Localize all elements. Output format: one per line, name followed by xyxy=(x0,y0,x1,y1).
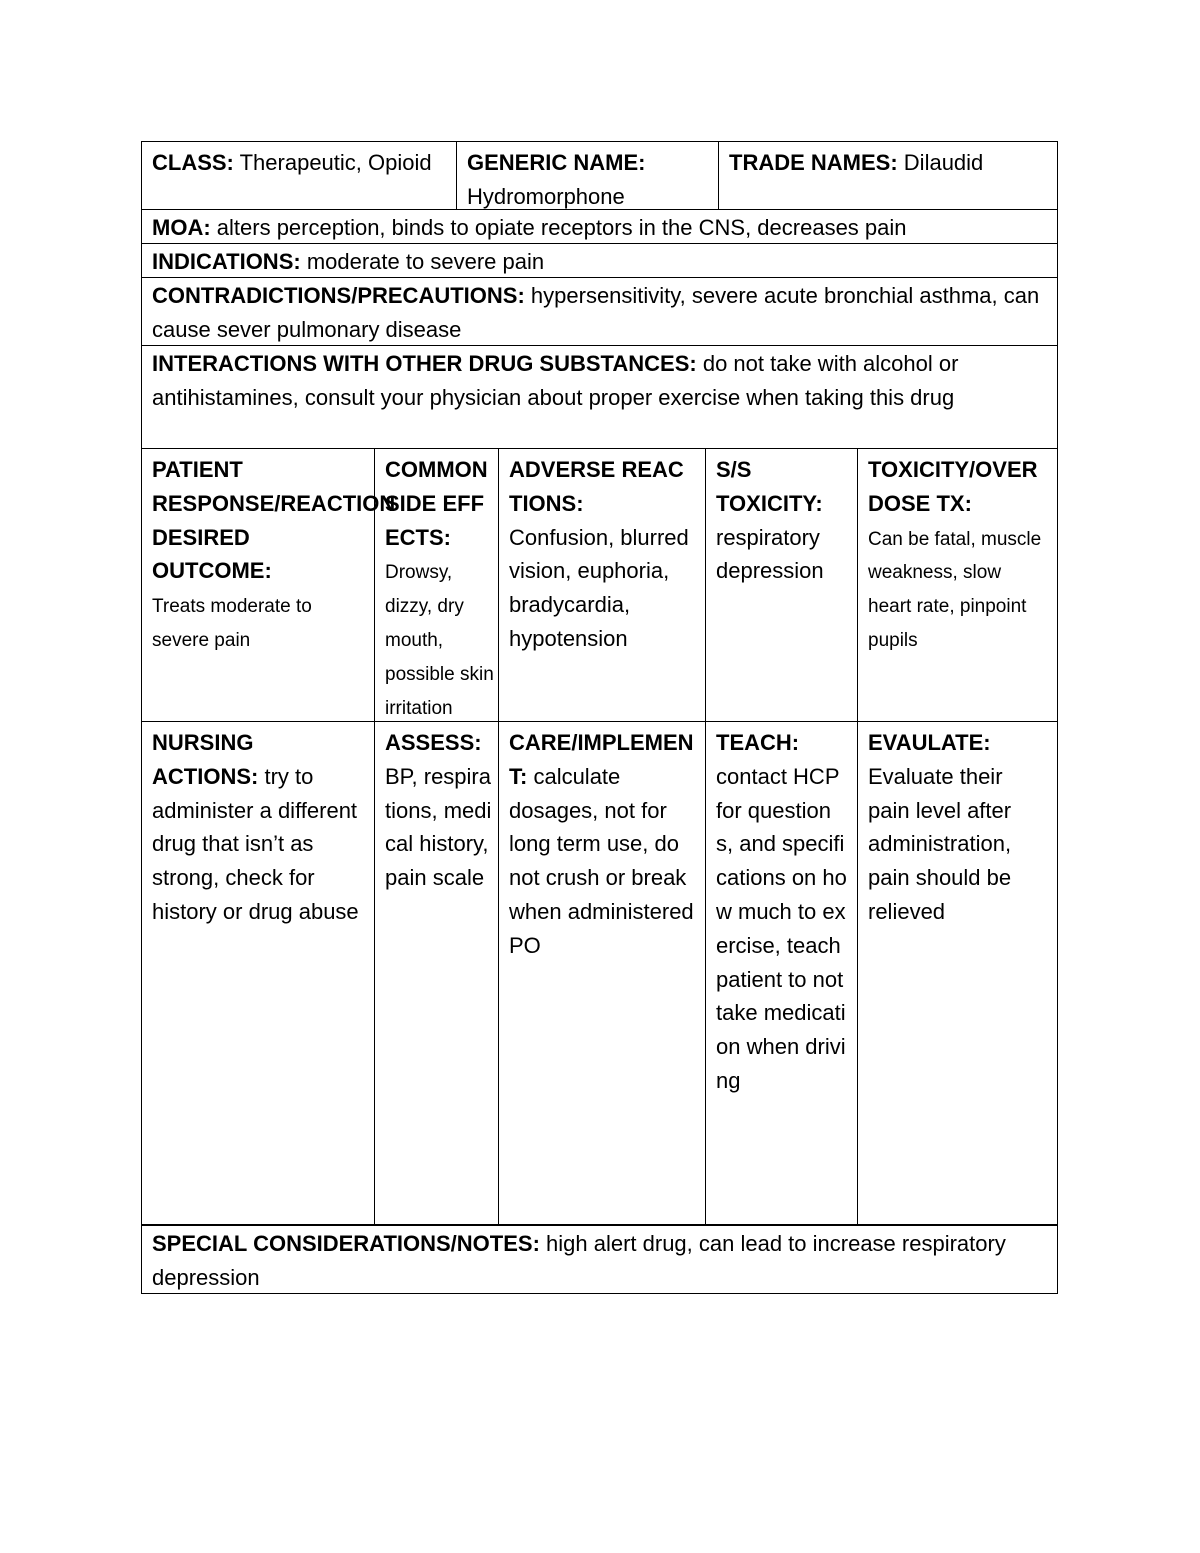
patient-response-value: Treats moderate to severe pain xyxy=(152,596,312,651)
header-row xyxy=(141,141,1058,210)
special-considerations-value: high alert drug, can lead to increase respiratory depression xyxy=(152,1231,1006,1290)
teach-value: contact HCP for questions, and specifications on how much to exercise, teach patient to not take medication when driving xyxy=(716,763,847,1093)
class-value: Therapeutic, Opioid xyxy=(239,150,432,175)
ss-toxicity-value: respiratory depression xyxy=(716,524,824,584)
nursing-actions-label: NURSING ACTIONS: xyxy=(152,730,259,789)
moa-cell xyxy=(142,210,1057,243)
toxicity-tx-value: Can be fatal, muscle weakness, slow heart rate, pinpoint pupils xyxy=(868,528,1042,651)
generic-name-cell xyxy=(456,142,718,209)
generic-name-label: GENERIC NAME: xyxy=(467,150,646,175)
indications-value: moderate to severe pain xyxy=(306,249,545,274)
adverse-reactions-label: ADVERSE REACTIONS: xyxy=(509,457,684,516)
contradictions-row xyxy=(141,278,1058,346)
special-considerations-cell xyxy=(142,1226,1057,1293)
adverse-reactions-value: Confusion, blurred vision, euphoria, bradycardia, hypotension xyxy=(509,524,689,651)
side-effects-label: COMMON SIDE EFFECTS: xyxy=(385,457,488,550)
indications-label: INDICATIONS: xyxy=(152,249,301,274)
assess-label: ASSESS: xyxy=(385,730,482,755)
generic-name-value: Hydromorphone xyxy=(467,183,625,209)
patient-response-label: PATIENT RESPONSE/REACTION DESIRED OUTCOME: xyxy=(152,457,396,584)
class-label: CLASS: xyxy=(152,150,234,175)
interactions-value: do not take with alcohol or antihistamines, consult your physician about proper exercise when taking this drug xyxy=(152,351,959,410)
interactions-cell xyxy=(142,346,1057,448)
response-row xyxy=(141,449,1058,722)
toxicity-tx-cell xyxy=(857,449,1057,721)
contradictions-value: hypersensitivity, severe acute bronchial asthma, can cause sever pulmonary disease xyxy=(152,283,1040,342)
adverse-reactions-cell xyxy=(498,449,705,721)
side-effects-value: Drowsy, dizzy, dry mouth, possible skin irritation xyxy=(385,562,494,719)
interactions-row xyxy=(141,346,1058,449)
nursing-row xyxy=(141,722,1058,1226)
trade-names-label: TRADE NAMES: xyxy=(729,150,898,175)
care-implement-value: calculate dosages, not for long term use, do not crush or break when administered PO xyxy=(509,763,694,958)
assess-cell xyxy=(374,722,498,1224)
contradictions-cell xyxy=(142,278,1057,345)
moa-label: MOA: xyxy=(152,215,211,240)
teach-cell xyxy=(705,722,857,1224)
side-effects-cell xyxy=(374,449,498,721)
drug-card xyxy=(141,141,1058,1294)
moa-value: alters perception, binds to opiate receptors in the CNS, decreases pain xyxy=(216,215,907,240)
evaluate-value: Evaluate their pain level after administration, pain should be relieved xyxy=(868,763,1012,924)
evaluate-cell xyxy=(857,722,1057,1224)
nursing-actions-cell xyxy=(142,722,374,1224)
toxicity-tx-label: TOXICITY/OVERDOSE TX: xyxy=(868,457,1038,516)
indications-cell xyxy=(142,244,1057,277)
moa-row xyxy=(141,210,1058,244)
evaluate-label: EVAULATE: xyxy=(868,730,991,755)
assess-value: BP, respirations, medical history, pain scale xyxy=(385,763,492,891)
nursing-actions-value: try to administer a different drug that isn’t as strong, check for history or drug abuse xyxy=(152,763,359,924)
special-considerations-label: SPECIAL CONSIDERATIONS/NOTES: xyxy=(152,1231,540,1256)
special-considerations-row xyxy=(141,1226,1058,1294)
care-implement-cell xyxy=(498,722,705,1224)
indications-row xyxy=(141,244,1058,278)
patient-response-cell xyxy=(142,449,396,721)
trade-names-cell xyxy=(718,142,1057,209)
contradictions-label: CONTRADICTIONS/PRECAUTIONS: xyxy=(152,283,525,308)
interactions-label: INTERACTIONS WITH OTHER DRUG SUBSTANCES: xyxy=(152,351,697,376)
teach-label: TEACH: xyxy=(716,730,800,755)
care-implement-label: CARE/IMPLEMENT: xyxy=(509,730,694,789)
ss-toxicity-label: S/S TOXICITY: xyxy=(716,457,823,516)
trade-names-value: Dilaudid xyxy=(903,150,984,175)
class-cell xyxy=(142,142,456,209)
ss-toxicity-cell xyxy=(705,449,857,721)
